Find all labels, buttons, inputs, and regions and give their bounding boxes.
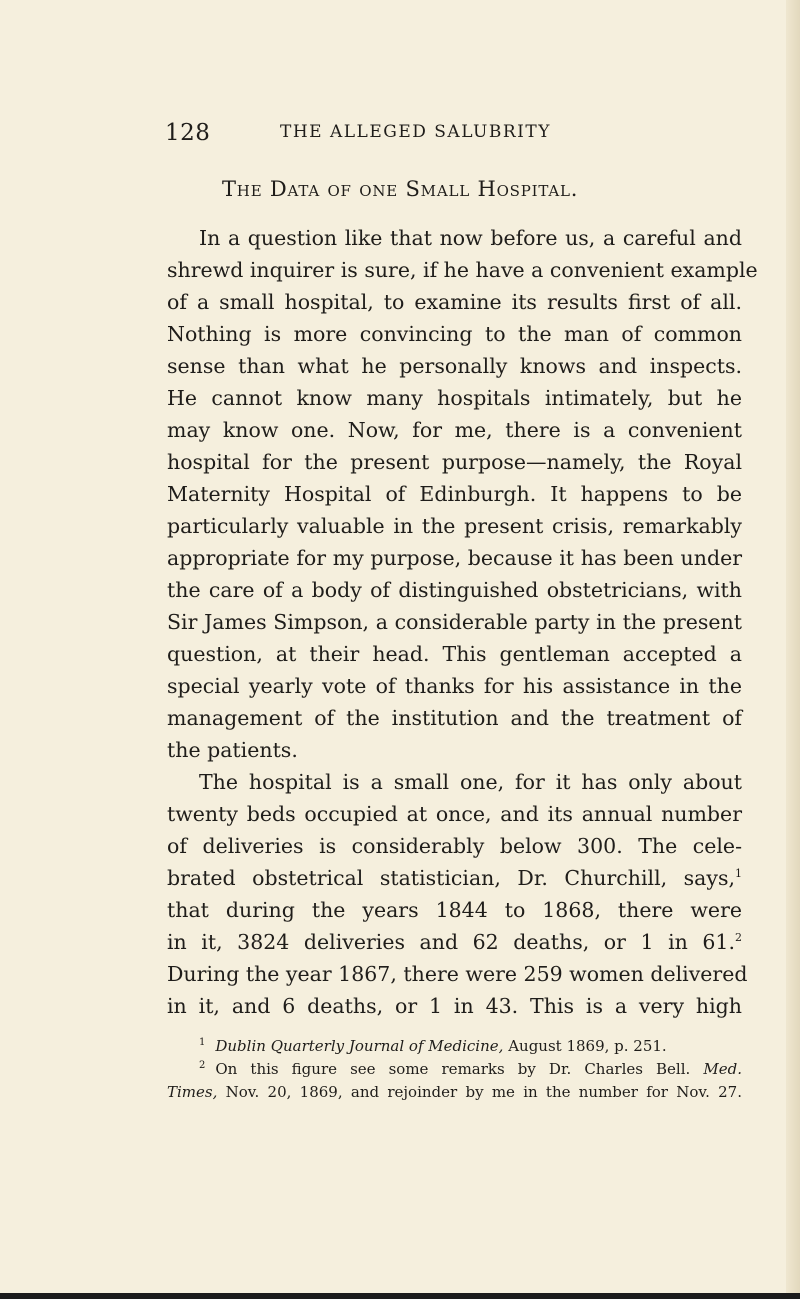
footnote-2-cont — [167, 1081, 742, 1104]
section-title: The Data of one Small Hospital. — [222, 177, 579, 201]
running-head — [165, 120, 635, 150]
text-line: sense than what he personally knows and inspects. — [167, 354, 742, 378]
text-line-content: brated obstetrical statistician, Dr. Churchill, says, — [167, 866, 735, 890]
footnote-2-rest: Nov. 20, 1869, and rejoinder by me in the number for Nov. 27. — [225, 1083, 742, 1101]
footnote-1 — [167, 1035, 742, 1058]
footnote-ref-1: 1 — [735, 867, 742, 881]
text-line: In a question like that now before us, a careful and — [199, 226, 742, 250]
text-line-with-ref-2 — [167, 926, 742, 958]
text-line: question, at their head. This gentleman accepted a — [167, 642, 742, 666]
text-line: in it, and 6 deaths, or 1 in 43. This is a very high — [167, 994, 742, 1018]
text-line: of deliveries is considerably below 300. The cele- — [167, 834, 742, 858]
footnote-ref-2: 2 — [735, 931, 742, 945]
text-line: twenty beds occupied at once, and its annual number — [167, 802, 742, 826]
text-line: During the year 1867, there were 259 women delivered — [167, 962, 748, 986]
footnotes — [167, 1035, 742, 1104]
text-line: Maternity Hospital of Edinburgh. It happens to be — [167, 482, 742, 506]
text-line: Sir James Simpson, a considerable party in the present — [167, 610, 742, 634]
page-edge-bottom — [0, 1293, 800, 1299]
text-line-content: in it, 3824 deliveries and 62 deaths, or 1 in 61. — [167, 930, 735, 954]
text-line: Nothing is more convincing to the man of common — [167, 322, 742, 346]
text-line: appropriate for my purpose, because it has been under — [167, 546, 742, 570]
page-edge-right — [786, 0, 800, 1299]
text-line: of a small hospital, to examine its results first of all. — [167, 290, 742, 314]
footnote-1-journal: Dublin Quarterly Journal of Medicine, — [215, 1037, 504, 1055]
running-title: THE ALLEGED SALUBRITY — [280, 122, 551, 142]
footnote-2-med: Med. — [703, 1060, 742, 1078]
text-line: hospital for the present purpose—namely, the Royal — [167, 450, 742, 474]
footnote-1-rest: August 1869, p. 251. — [508, 1037, 667, 1055]
text-line: the patients. — [167, 738, 298, 762]
text-line: that during the years 1844 to 1868, there were — [167, 898, 742, 922]
text-line: may know one. Now, for me, there is a convenient — [167, 418, 742, 442]
text-line: management of the institution and the treatment of — [167, 706, 742, 730]
page-number: 128 — [165, 120, 211, 146]
text-line: particularly valuable in the present crisis, remarkably — [167, 514, 742, 538]
text-line: shrewd inquirer is sure, if he have a convenient example — [167, 258, 758, 282]
body-text — [167, 222, 758, 1022]
text-line: The hospital is a small one, for it has only about — [199, 770, 742, 794]
footnote-2-times: Times, — [167, 1083, 218, 1101]
footnote-1-mark: 1 — [199, 1037, 206, 1048]
footnote-2-mark: 2 — [199, 1060, 206, 1071]
text-line: special yearly vote of thanks for his assistance in the — [167, 674, 742, 698]
text-line: He cannot know many hospitals intimately, but he — [167, 386, 742, 410]
text-line: the care of a body of distinguished obstetricians, with — [167, 578, 742, 602]
footnote-2 — [167, 1058, 742, 1081]
footnote-2-text: On this figure see some remarks by Dr. Charles Bell. — [215, 1060, 691, 1078]
text-line-with-ref-1 — [167, 862, 742, 894]
